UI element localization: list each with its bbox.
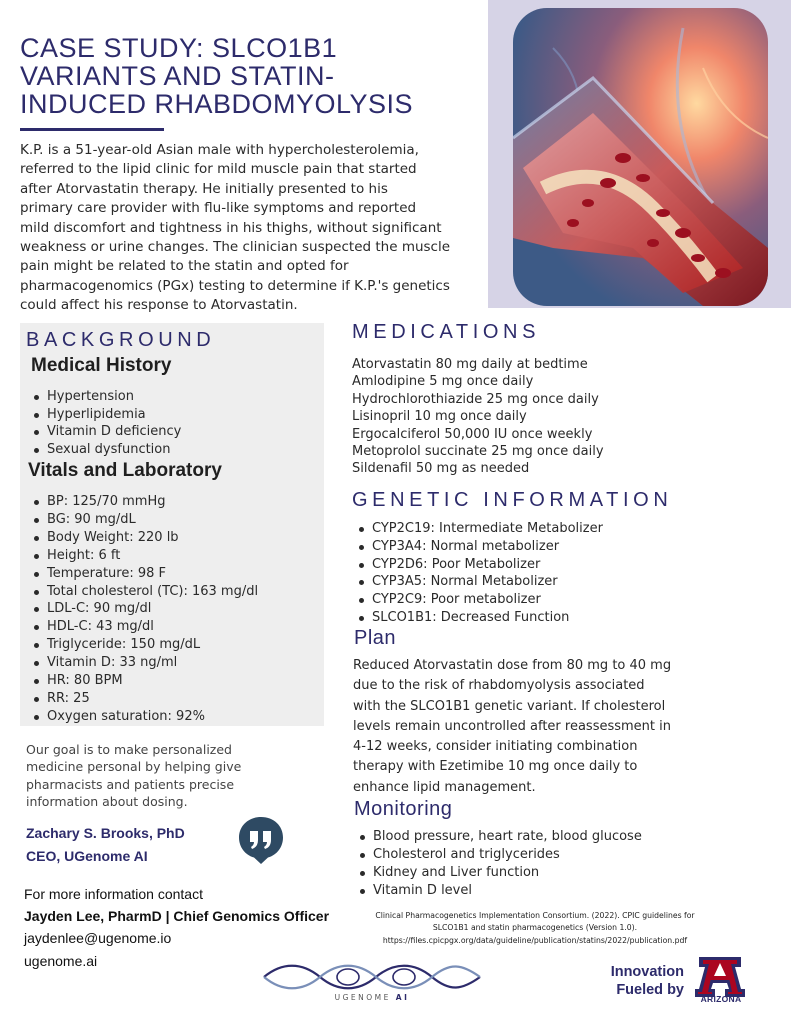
goal-line: medicine personal by helping give (26, 759, 242, 775)
logo-word: UGENOME (334, 993, 396, 1002)
list-item: SLCO1B1: Decreased Function (352, 609, 603, 627)
citation-line: Clinical Pharmacogenetics Implementation Consortium. (2022). CPIC guidelines for (375, 911, 695, 920)
list-item: Sildenafil 50 mg as needed (352, 461, 530, 477)
list-item: Body Weight: 220 lb (27, 529, 258, 547)
ugenome-logo-text (262, 993, 482, 1002)
goal-line: information about dosing. (26, 793, 188, 809)
intro-line: K.P. is a 51-year-old Asian male with hypercholesterolemia, (20, 142, 419, 158)
background-heading: BACKGROUND (26, 329, 216, 351)
list-item: Kidney and Liver function (353, 864, 642, 882)
contact-intro: For more information contact (24, 886, 203, 902)
intro-line: mild discomfort and tightness in his thighs, without significant (20, 219, 442, 236)
quote-signature (26, 822, 185, 867)
citation-link[interactable]: https://files.cpicpgx.org/data/guideline/publication/statins/2022/publication.pdf (382, 935, 688, 945)
title-line: CASE STUDY: SLCO1B1 (20, 33, 338, 63)
page-title (20, 34, 480, 118)
genetic-heading: GENETIC INFORMATION (352, 489, 673, 511)
plan-line: Reduced Atorvastatin dose from 80 mg to 40 mg (353, 658, 672, 673)
plan-heading: Plan (354, 627, 397, 649)
medications-list (352, 356, 604, 478)
hero-panel (488, 0, 791, 308)
intro-line: could affect his response to Atorvastatin. (20, 297, 298, 314)
medical-history-heading: Medical History (31, 355, 172, 376)
list-item: Oxygen saturation: 92% (27, 708, 258, 726)
artery-illustration (513, 8, 768, 306)
goal-statement (26, 741, 286, 810)
list-item: Triglyceride: 150 mg/dL (27, 636, 258, 654)
medications-heading: MEDICATIONS (352, 321, 541, 343)
vitals-heading: Vitals and Laboratory (28, 460, 222, 481)
list-item: Blood pressure, heart rate, blood glucose (353, 828, 642, 846)
list-item: LDL-C: 90 mg/dl (27, 600, 258, 618)
genetic-list (352, 520, 603, 627)
plan-line: therapy with Ezetimibe 10 mg once daily to (353, 759, 638, 775)
list-item: CYP3A5: Normal Metabolizer (352, 573, 603, 591)
list-item: Atorvastatin 80 mg daily at bedtime (352, 357, 588, 372)
innovation-tagline (600, 963, 684, 999)
medical-history-list (27, 388, 181, 458)
citation (350, 910, 720, 947)
arizona-wordmark: ARIZONA (700, 994, 742, 1004)
logo-ai: AI (395, 993, 410, 1002)
list-item: Metoprolol succinate 25 mg once daily (352, 444, 604, 460)
list-item: Amlodipine 5 mg once daily (352, 374, 534, 390)
arizona-a-logo (695, 955, 745, 999)
contact-person: Jayden Lee, PharmD | Chief Genomics Officer (24, 908, 330, 925)
list-item: HR: 80 BPM (27, 672, 258, 690)
goal-line: Our goal is to make personalized (26, 742, 232, 757)
list-item: Cholesterol and triglycerides (353, 846, 642, 864)
plan-line: due to the risk of rhabdomyolysis associated (353, 678, 645, 694)
intro-line: referred to the lipid clinic for mild muscle pain that started (20, 161, 417, 178)
monitoring-heading: Monitoring (354, 798, 453, 820)
intro-line: pain might be related to the statin and opted for (20, 258, 349, 275)
list-item: Vitamin D level (353, 882, 642, 900)
plan-line: levels remain uncontrolled after reassessment in (353, 718, 672, 734)
signature-role: CEO, UGenome AI (26, 847, 148, 864)
plan-line: enhance lipid management. (353, 779, 536, 795)
tagline-line: Fueled by (616, 982, 684, 998)
list-item: Hyperlipidemia (27, 406, 181, 424)
list-item: Vitamin D deficiency (27, 423, 181, 441)
monitoring-list (353, 828, 642, 900)
case-intro (20, 141, 490, 316)
list-item: BP: 125/70 mmHg (27, 493, 258, 511)
citation-line: SLCO1B1 and statin pharmacogenetics (Version 1.0). (432, 923, 638, 933)
list-item: Sexual dysfunction (27, 441, 181, 459)
intro-line: pharmacogenomics (PGx) testing to determine if K.P.'s genetics (20, 277, 450, 294)
title-line: INDUCED RHABDOMYOLYSIS (20, 89, 414, 119)
list-item: CYP3A4: Normal metabolizer (352, 538, 603, 556)
list-item: Hydrochlorothiazide 25 mg once daily (352, 391, 599, 407)
background-panel (20, 323, 324, 726)
intro-line: primary care provider with flu-like symptoms and reported (20, 200, 417, 217)
list-item: HDL-C: 43 mg/dl (27, 618, 258, 636)
list-item: Ergocalciferol 50,000 IU once weekly (352, 426, 593, 442)
plan-line: 4-12 weeks, consider initiating combination (353, 739, 638, 755)
list-item: Height: 6 ft (27, 547, 258, 565)
intro-line: after Atorvastatin therapy. He initially presented to his (20, 180, 388, 197)
tagline-line: Innovation (610, 964, 684, 980)
list-item: Lisinopril 10 mg once daily (352, 409, 527, 425)
list-item: Total cholesterol (TC): 163 mg/dl (27, 583, 258, 601)
quote-icon (238, 815, 284, 865)
plan-line: with the SLCO1B1 genetic variant. If cholesterol (353, 698, 666, 714)
list-item: BG: 90 mg/dL (27, 511, 258, 529)
list-item: RR: 25 (27, 690, 258, 708)
vitals-list (27, 493, 258, 726)
list-item: CYP2C19: Intermediate Metabolizer (352, 520, 603, 538)
contact-block (24, 883, 329, 972)
title-underline (20, 128, 164, 131)
list-item: Vitamin D: 33 ng/ml (27, 654, 258, 672)
list-item: Temperature: 98 F (27, 565, 258, 583)
signature-name: Zachary S. Brooks, PhD (26, 825, 185, 841)
goal-line: pharmacists and patients precise (26, 776, 235, 792)
list-item: Hypertension (27, 388, 181, 406)
list-item: CYP2C9: Poor metabolizer (352, 591, 603, 609)
plan-text (353, 656, 693, 798)
intro-line: weakness or urine changes. The clinician suspected the muscle (20, 239, 451, 256)
contact-email-link[interactable]: jaydenlee@ugenome.io (24, 930, 172, 947)
title-line: VARIANTS AND STATIN- (20, 61, 335, 91)
contact-website-link[interactable]: ugenome.ai (24, 952, 98, 969)
list-item: CYP2D6: Poor Metabolizer (352, 556, 603, 574)
